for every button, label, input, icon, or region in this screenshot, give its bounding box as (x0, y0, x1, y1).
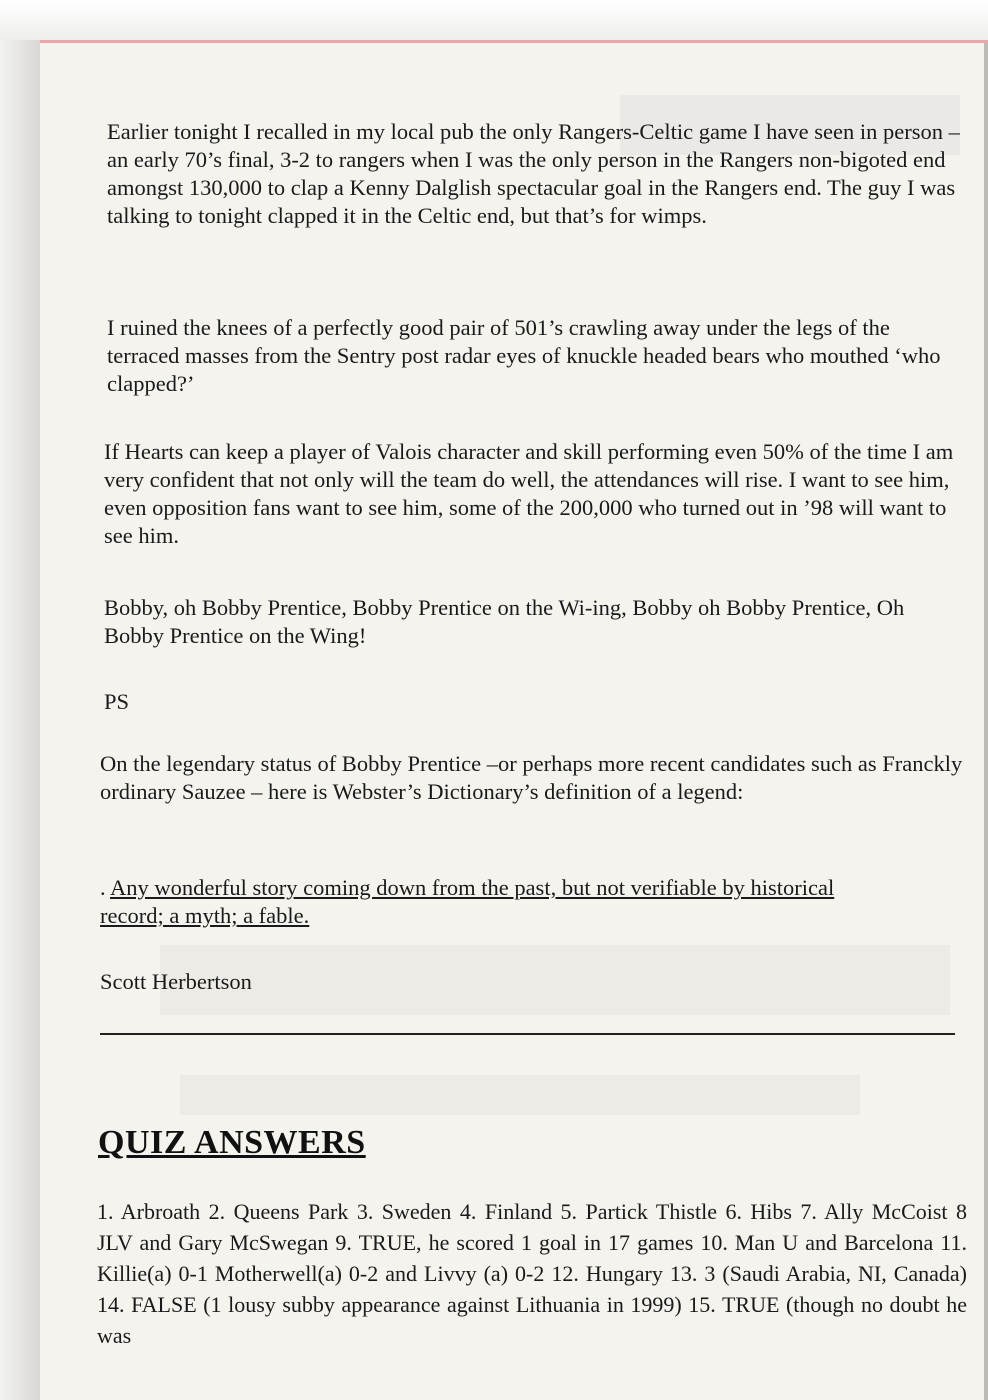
paragraph-legend-intro: On the legendary status of Bobby Prentice –or perhaps more recent candidates such as Franckly ordinary Sauzee – here is Webster’s Dictionary’s definition of a legend: (100, 751, 963, 804)
definition-prefix: . (100, 875, 111, 900)
quiz-answers-text: 1. Arbroath 2. Queens Park 3. Sweden 4. Finland 5. Partick Thistle 6. Hibs 7. Ally McCoist 8 JLV and Gary McSwegan 9. TRUE, he scored 1 goal in 17 games 10. Man U and Barcelona 11. Killie(a) 0-1 Motherwell(a) 0-2 and Livvy (a) 0-2 12. Hungary 13. 3 (Saudi Arabia, NI, Canada) 14. FALSE (1 lousy subby appearance against Lithuania in 1999) 15. TRUE (though no doubt he was (97, 1199, 967, 1348)
paragraph-chant: Bobby, oh Bobby Prentice, Bobby Prentice on the Wi-ing, Bobby oh Bobby Prentice, Oh Bobby Prentice on the Wing! (104, 595, 905, 648)
scan-top-margin (0, 0, 988, 40)
show-through-block-2 (160, 945, 950, 1015)
quiz-answers-heading: QUIZ ANSWERS (98, 1124, 366, 1161)
ps-label: PS (104, 689, 130, 714)
page-edge-tint (40, 40, 988, 43)
definition-text: Any wonderful story coming down from the past, but not verifiable by historical record; a myth; a fable. (100, 875, 835, 928)
scan-left-margin (0, 40, 40, 1400)
paragraph-hearts-valois: If Hearts can keep a player of Valois character and skill performing even 50% of the time I am very confident that not only will the team do well, the attendances will rise. I want to see him, even opposition fans want to see him, some of the 200,000 who turned out in ’98 will want to see him. (104, 439, 954, 548)
quiz-answers-list (97, 1196, 967, 1351)
section-divider (100, 1033, 955, 1035)
paragraph-ruined-knees: I ruined the knees of a perfectly good pair of 501’s crawling away under the legs of the terraced masses from the Sentry post radar eyes of knuckle headed bears who mouthed ‘who clapped?’ (107, 315, 941, 396)
author-signature: Scott Herbertson (100, 969, 252, 994)
show-through-block-3 (180, 1075, 860, 1115)
definition-quote (100, 874, 900, 930)
paragraph-pub-memory: Earlier tonight I recalled in my local pub the only Rangers-Celtic game I have seen in person – an early 70’s final, 3-2 to rangers when I was the only person in the Rangers non-bigoted end amongst 130,000 to clap a Kenny Dalglish spectacular goal in the Rangers end. The guy I was talking to tonight clapped it in the Celtic end, but that’s for wimps. (107, 119, 960, 228)
